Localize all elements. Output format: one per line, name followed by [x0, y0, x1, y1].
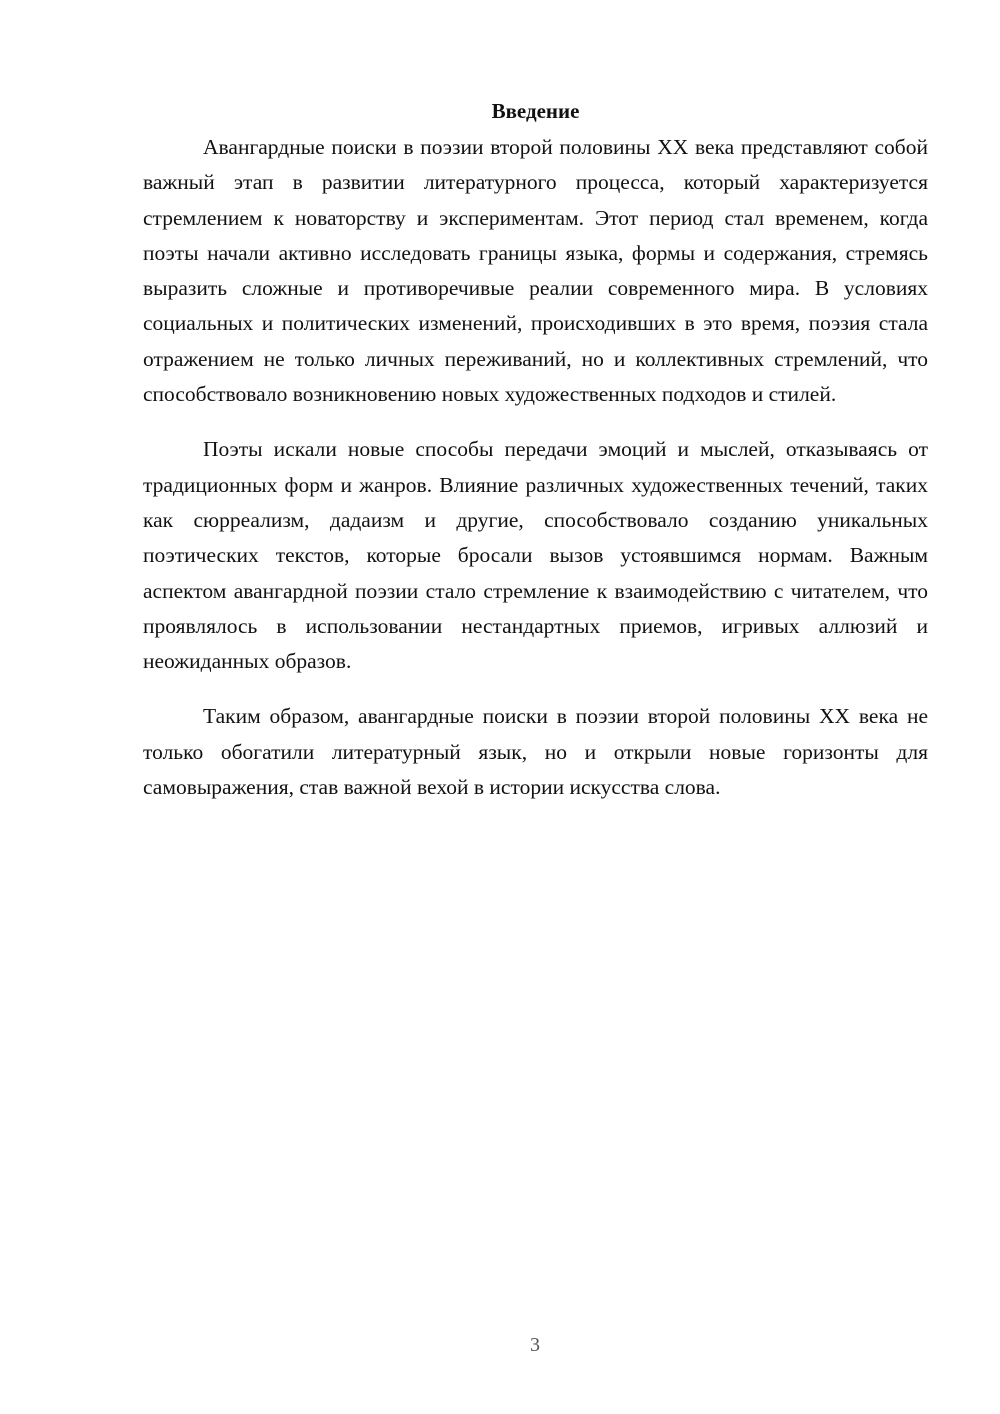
- page-content: [143, 96, 928, 825]
- section-heading: Введение: [491, 99, 580, 123]
- paragraph-2: Поэты искали новые способы передачи эмоций и мыслей, отказываясь от традиционных форм и жанров. Влияние различных художественных течений, таких как сюрреализм, дадаизм и другие, способствовало созданию уникальных поэтических текстов, которые бросали вызов устоявшимся нормам. Важным аспектом авангардной поэзии стало стремление к взаимодействию с читателем, что проявлялось в использовании нестандартных приемов, игривых аллюзий и неожиданных образов.: [143, 437, 928, 674]
- page-number: 3: [530, 1334, 540, 1356]
- paragraph-3: Таким образом, авангардные поиски в поэзии второй половины XX века не только обогатили литературный язык, но и открыли новые горизонты для самовыражения, став важной вехой в истории искусства слова.: [143, 704, 928, 800]
- paragraph-1: Авангардные поиски в поэзии второй половины XX века представляют собой важный этап в развитии литературного процесса, который характеризуется стремлением к новаторству и экспериментам. Этот период стал временем, когда поэты начали активно исследовать границы языка, формы и содержания, стремясь выразить сложные и противоречивые реалии современного мира. В условиях социальных и политических изменений, происходивших в это время, поэзия стала отражением не только личных переживаний, но и коллективных стремлений, что способствовало возникновению новых художественных подходов и стилей.: [143, 135, 928, 407]
